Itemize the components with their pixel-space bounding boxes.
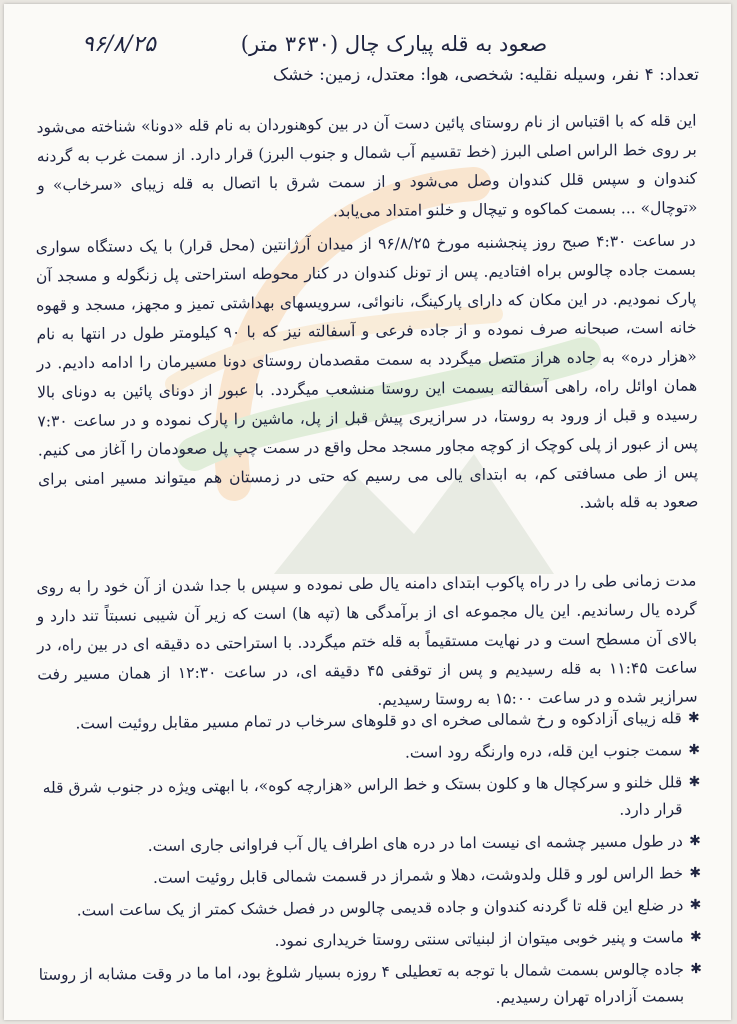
star-bullet-icon: ✱ bbox=[688, 774, 701, 791]
star-bullet-icon: ✱ bbox=[689, 833, 701, 850]
note-item: ✱ ماست و پنیر خوبی میتوان از لبنیاتی سنتی روستا خریداری نمود. bbox=[32, 924, 702, 957]
paragraph-ascent: مدت زمانی طی را در راه پاکوب ابتدای دامنه یال طی نموده و سپس با جدا شدن از آن خود را به روی گرده یال رساندیم. این یال مجموعه ای از برآمدگی ها (تپه ها) است که زیر آن شیبی نسبتاً تند دارد و بالای آن مسطح است و در نهایت مستقیماً به قله ختم میگردد. با استراحتی ده دقیقه ای در بین راه، در ساعت ۱۱:۴۵ به قله رسیدیم و پس از توقفی ۴۵ دقیقه ای، در ساعت ۱۲:۳۰ از همان مسیر رفت سرازیر شده و در ساعت ۱۵:۰۰ به روستا رسیدیم. bbox=[36, 571, 698, 709]
paragraph-intro: این قله که با اقتباس از نام روستای پائین دست آن در بین کوهنوردان به نام قله «دونا» شناخته می‌شود بر روی خط الراس اصلی البرز (خط تقسیم آب شمال و جنوب البرز) قرار دارد. از سمت غرب به گردنه کندوان و سپس قلل کندوان وصل می‌شود و از سمت شرق با اتصال به قله زیبای «سرخاب» و «توچال» ... بسمت کماکوه و تیچال و خلنو امتداد می‌یابد. bbox=[36, 111, 698, 221]
star-bullet-icon: ✱ bbox=[689, 929, 702, 946]
document-title: صعود به قله پیارک چال (۳۶۳۰ متر) bbox=[240, 32, 548, 56]
note-item: ✱ خط الراس لور و قلل ولدوشت، دهلا و شمراز در قسمت شمالی قابل روئیت است. bbox=[31, 860, 701, 893]
note-item: ✱ سمت جنوب این قله، دره وارنگه رود است. bbox=[30, 737, 700, 770]
star-bullet-icon: ✱ bbox=[687, 710, 700, 727]
star-bullet-icon: ✱ bbox=[688, 742, 701, 759]
note-item: ✱ قله زیبای آزادکوه و رخ شمالی صخره ای دو قلوهای سرخاب در تمام مسیر مقابل روئیت است. bbox=[30, 705, 700, 738]
paper-sheet bbox=[4, 4, 731, 1020]
star-bullet-icon: ✱ bbox=[689, 897, 702, 914]
star-bullet-icon: ✱ bbox=[689, 865, 702, 882]
note-item: ✱ جاده چالوس بسمت شمال با توجه به تعطیلی ۴ روزه بسیار شلوغ بود، اما ما در وقت مشابه از روستا بسمت آزادراه تهران رسیدیم. bbox=[32, 956, 702, 1016]
trip-meta-line: تعداد: ۴ نفر، وسیله نقلیه: شخصی، هوا: معتدل، زمین: خشک bbox=[272, 65, 699, 85]
star-bullet-icon: ✱ bbox=[690, 961, 703, 978]
note-item: ✱ در ضلع این قله تا گردنه کندوان و جاده قدیمی چالوس در فصل خشک کمتر از یک ساعت است. bbox=[31, 892, 701, 925]
paragraph-route: در ساعت ۴:۳۰ صبح روز پنجشنبه مورخ ۹۶/۸/۲۵ از میدان آرژانتین (محل قرار) با یک دستگاه سواری بسمت جاده چالوس براه افتادیم. پس از تونل کندوان در کنار محوطه استراحتی پل زنگوله و مسجد آن پارک نمودیم. در این مکان که دارای پارکینگ، نانوائی، سرویسهای بهداشتی تمیز و مجهز، مسجد و قهوه خانه است، صبحانه صرف نموده و از جاده فرعی و آسفالته نیز که با ۹۰ کیلومتر طول در انتها به نام «هزار دره» به جاده هراز متصل میگردد به سمت مقصدمان روستای دونا مسیرمان را ادامه دادیم. در همان اوائل راه، راهی آسفالته بسمت این روستا منشعب میگردد. با عبور از دونای پائین به دونای بالا رسیده و قبل از ورود به روستا، در سرازیری پیش قبل از پل، ماشین را پارک نموده و در ساعت ۷:۳۰ پس از عبور از پلی کوچک از کوچه مجاور مسجد محل واقع در سمت چپ پل صعودمان را آغاز می کنیم. پس از طی مسافتی کم، به ابتدای یالی می رسیم که حتی در زمستان هم میتواند مسیر امنی برای صعود به قله باشد. bbox=[35, 231, 699, 512]
notes-list bbox=[30, 705, 703, 1020]
note-item: ✱ در طول مسیر چشمه ای نیست اما در دره های اطراف یال آب فراوانی جاری است. bbox=[31, 828, 701, 861]
note-item: ✱ قلل خلنو و سرکچال ها و کلون بستک و خط الراس «هزارچه کوه»، با ابهتی ویژه در جنوب شرق قله قرار دارد. bbox=[30, 769, 700, 829]
document-date: ۹۶/۸/۲۵ bbox=[82, 32, 156, 57]
